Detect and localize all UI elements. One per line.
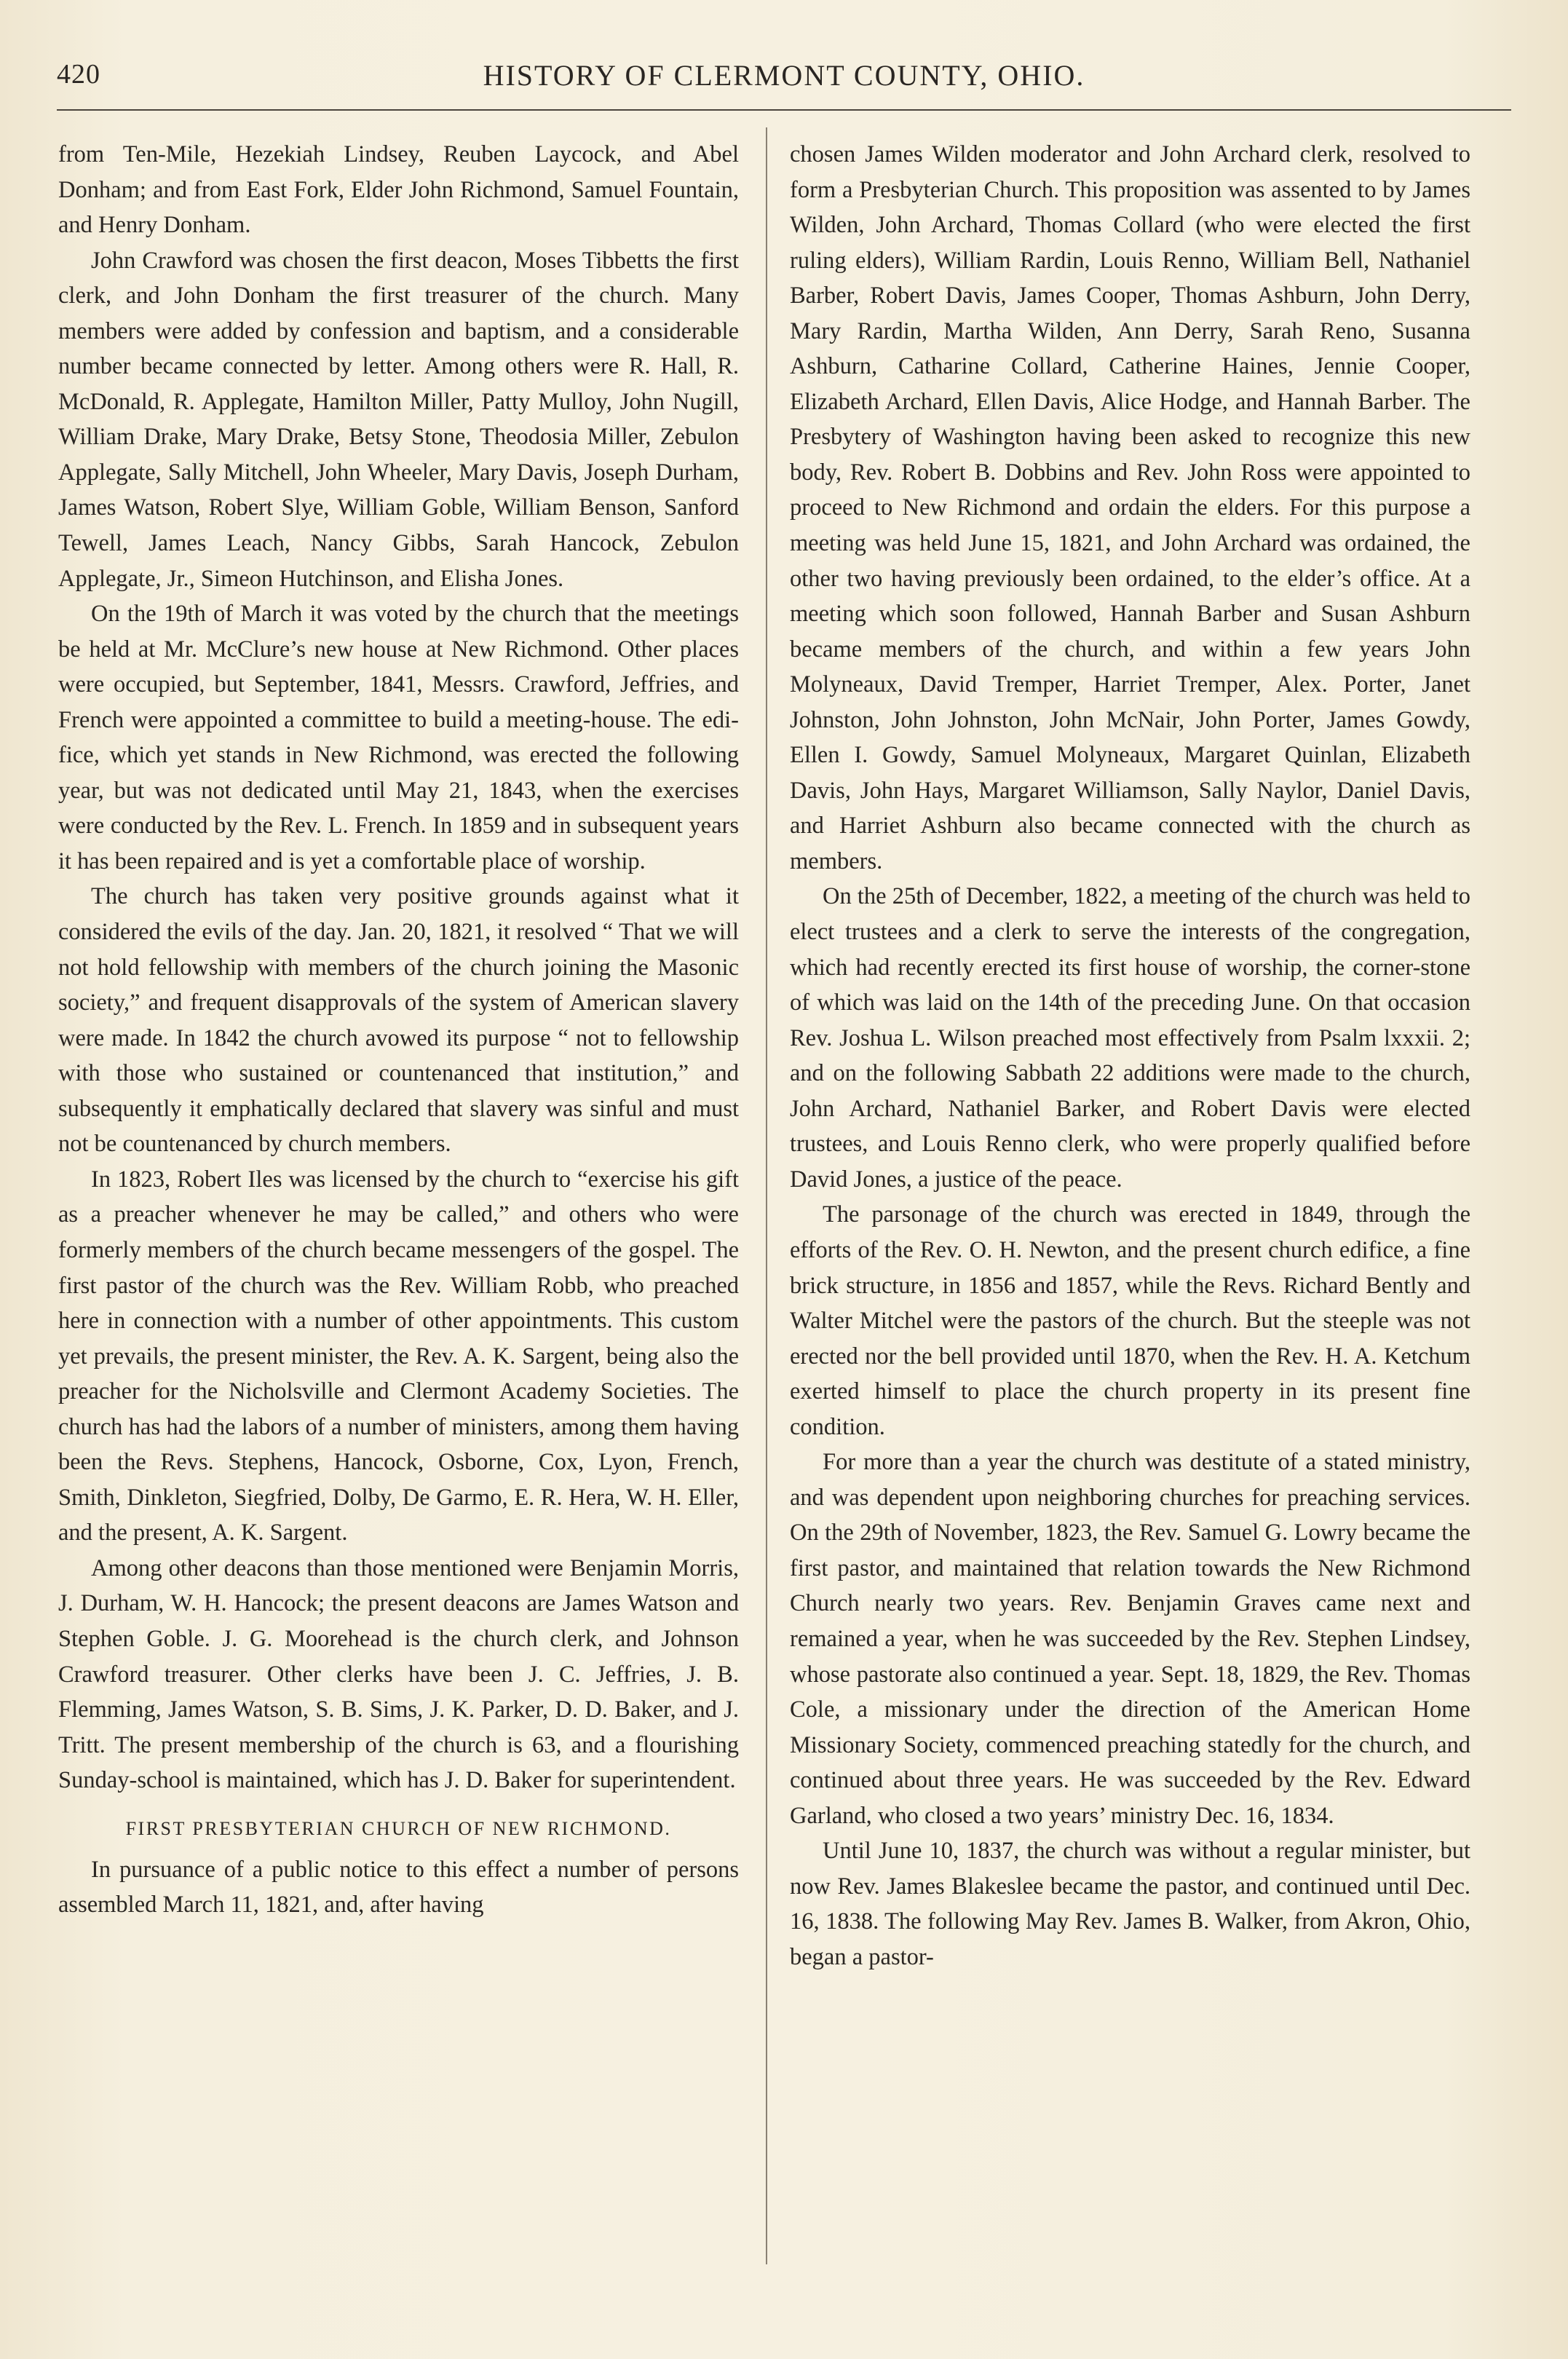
paragraph: Among other deacons than those mentioned were Benjamin Morris, J. Durham, W. H. Hancock; the present deacons are James Watson and Stephen Goble. J. G. Moorehead is the church clerk, and Johnson Crawford treasurer. Other clerks have been J. C. Jeffries, J. B. Flemming, James Watson, S. B. Sims, J. K. Parker, D. D. Baker, and J. Tritt. The present membership of the church is 63, and a flourishing Sunday-school is maintained, which has J. D. Baker for superintendent. [58,1554,739,1794]
paragraph: For more than a year the church was destitute of a stated ministry, and was dependent upon neighboring churches for preaching services. On the 29th of November, 1823, the Rev. Samuel G. Lowry became the first pastor, and maintained that relation towards the New Richmond Church nearly two years. Rev. Benjamin Graves came next and remained a year, when he was succeeded by the Rev. Stephen Lindsey, whose pastorate also continued a year. Sept. 18, 1829, the Rev. Thomas Cole, a missionary under the direction of the American Home Missionary Society, commenced preaching statedly for the church, and continued about three years. He was succeeded by the Rev. Edward Garland, who closed a two years’ ministry Dec. 16, 1834. [790,1449,1470,1829]
paragraph: from Ten-Mile, Hezekiah Lindsey, Reuben Laycock, and Abel Donham; and from East Fork, Elder John Richmond, Samuel Fountain, and Henry Donham. [58,141,739,239]
paragraph: In 1823, Robert Iles was licensed by the church to “exercise his gift as a preacher whenever he may be called,” and others who were formerly members of the church became messengers of the gospel. The first pastor of the church was the Rev. William Robb, who preached here in connection with a number of other appointments. This custom yet prevails, the present minister, the Rev. A. K. Sargent, being also the preacher for the Nicholsville and Clermont Academy Societies. The church has had the labors of a number of ministers, among them having been the Revs. Stephens, Hancock, Osborne, Cox, Lyon, French, Smith, Dinkleton, Siegfried, Dolby, De Garmo, E. R. Hera, W. H. Eller, and the present, A. K. Sargent. [58,1166,739,1546]
paragraph: The church has taken very positive grounds against what it considered the evils of the day. Jan. 20, 1821, it resolved “ That we will not hold fellowship with members of the church joining the Masonic society,” and frequent disapprovals of the system of American slavery were made. In 1842 the church avowed its purpose “ not to fellowship with those who sustained or countenanced that institution,” and subsequently it emphatically declared that slavery was sinful and must not be countenanced by church members. [58,883,739,1158]
paragraph: Until June 10, 1837, the church was without a regular minister, but now Rev. James Blakeslee became the pastor, and continued until Dec. 16, 1838. The following May Rev. James B. Walker, from Akron, Ohio, began a pastor- [790,1838,1470,1970]
left-column [58,137,739,1923]
paragraph: chosen James Wilden moderator and John Archard clerk, resolved to form a Presbyterian Church. This proposition was assented to by James Wilden, John Archard, Thomas Collard (who were elected the first ruling elders), William Rardin, Louis Renno, William Bell, Nathaniel Barber, Robert Davis, James Cooper, Thomas Ashburn, John Derry, Mary Rardin, Martha Wilden, Ann Derry, Sarah Reno, Susanna Ashburn, Catharine Collard, Catherine Haines, Jennie Cooper, Elizabeth Archard, Ellen Davis, Alice Hodge, and Hannah Barber. The Presbytery of Washington having been asked to recognize this new body, Rev. Robert B. Dobbins and Rev. John Ross were appointed to proceed to New Richmond and ordain the elders. For this purpose a meeting was held June 15, 1821, and John Archard was ordained, the other two having previously been ordained, to the elder’s office. At a meeting which soon followed, Hannah Barber and Susan Ashburn became members of the church, and within a few years John Molyneaux, David Tremper, Harriet Tremper, Alex. Porter, Janet Johnston, John Johnston, John McNair, John Porter, James Gowdy, Ellen I. Gowdy, Samuel Molyneaux, Margaret Quinlan, Elizabeth Davis, John Hays, Margaret Williamson, Sally Naylor, Daniel Davis, and Harriet Ashburn also became connected with the church as members. [790,141,1470,874]
paragraph: In pursuance of a public notice to this effect a number of persons assembled March 11, 1821, and, after having [58,1856,739,1919]
paragraph: The parsonage of the church was erected in 1849, through the efforts of the Rev. O. H. Newton, and the present church edifice, a fine brick structure, in 1856 and 1857, while the Revs. Richard Bently and Walter Mitchel were the pastors of the church. But the steeple was not erected nor the bell provided until 1870, when the Rev. H. A. Ketchum exerted himself to place the church property in its present fine condition. [790,1201,1470,1440]
paragraph: On the 19th of March it was voted by the church that the meetings be held at Mr. McClure’s new house at New Richmond. Other places were occupied, but September, 1841, Messrs. Crawford, Jeffries, and French were appointed a committee to build a meeting-house. The edifice, which yet stands in New Richmond, was erected the following year, but was not dedicated until May 21, 1843, when the exercises were conducted by the Rev. L. French. In 1859 and in subsequent years it has been repaired and is yet a comfortable place of worship. [58,601,739,874]
section-heading: FIRST PRESBYTERIAN CHURCH OF NEW RICHMOND. [125,1817,672,1839]
header-rule [57,109,1511,111]
page-header [57,58,1511,102]
paragraph: John Crawford was chosen the first deacon, Moses Tibbetts the first clerk, and John Donham the first treasurer of the church. Many members were added by confession and baptism, and a considerable number became connected by letter. Among others were R. Hall, R. McDonald, R. Applegate, Hamilton Miller, Patty Mulloy, John Nugill, William Drake, Mary Drake, Betsy Stone, Theodosia Miller, Zebulon Applegate, Sally Mitchell, John Wheeler, Mary Davis, Joseph Durham, James Watson, Robert Slye, William Goble, William Benson, Sanford Tewell, James Leach, Nancy Gibbs, Sarah Hancock, Zebulon Applegate, Jr., Simeon Hutchinson, and Elisha Jones. [58,247,739,592]
paragraph: On the 25th of December, 1822, a meeting of the church was held to elect trustees and a clerk to serve the interests of the congregation, which had recently erected its first house of worship, the corner-stone of which was laid on the 14th of the preceding June. On that occasion Rev. Joshua L. Wilson preached most effectively from Psalm lxxxii. 2; and on the following Sabbath 22 additions were made to the church, John Archard, Nathaniel Barker, and Robert Davis were elected trustees, and Louis Renno clerk, who were properly qualified before David Jones, a justice of the peace. [790,883,1470,1193]
page-number: 420 [57,59,100,90]
running-title: HISTORY OF CLERMONT COUNTY, OHIO. [483,59,1085,92]
column-divider [766,127,767,2264]
right-column [790,137,1470,1975]
